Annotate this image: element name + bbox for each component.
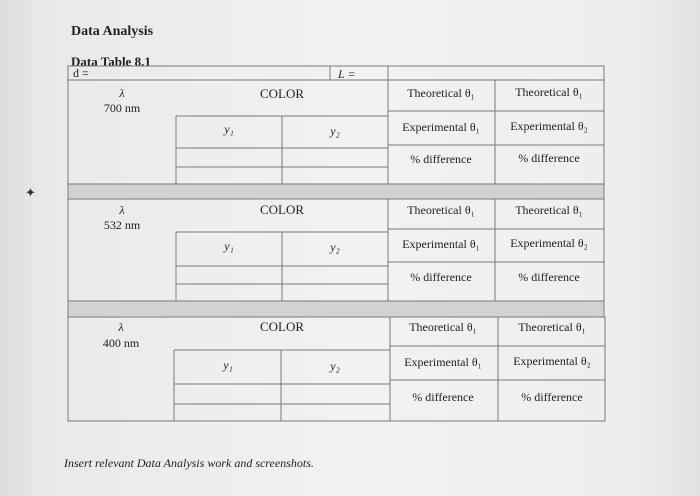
section-532nm (68, 199, 604, 301)
color-header: COLOR (259, 202, 305, 217)
color-header: COLOR (259, 319, 305, 334)
lambda-symbol: λ (119, 203, 125, 217)
percent-difference-label: % difference (412, 390, 474, 404)
percent-difference-label-2: % difference (518, 270, 580, 284)
section-400nm (68, 317, 605, 421)
table-header-row (68, 66, 604, 80)
y1-label: y₁ (224, 239, 234, 253)
theoretical-theta1-label-2: Theoretical θ₁ (515, 203, 583, 217)
experimental-theta1-label: Experimental θ₁ (402, 120, 480, 134)
experimental-theta2-label: Experimental θ₂ (510, 119, 588, 133)
section-separator (68, 184, 604, 199)
percent-difference-label: % difference (410, 270, 472, 284)
experimental-theta1-label: Experimental θ₁ (402, 237, 480, 251)
theoretical-theta1-label-2: Theoretical θ₁ (515, 85, 583, 99)
experimental-theta2-label: Experimental θ₂ (513, 354, 591, 368)
wavelength-label: 400 nm (102, 336, 140, 350)
section-700nm (68, 80, 604, 184)
L-label[interactable]: L = (338, 67, 356, 81)
y2-label: y₂ (330, 240, 340, 254)
experimental-theta1-label: Experimental θ₁ (404, 355, 482, 369)
section-separator (68, 301, 604, 317)
star-marker-icon: ✦ (25, 185, 36, 200)
percent-difference-label-2: % difference (518, 151, 580, 165)
y2-label: y₂ (330, 124, 340, 138)
theoretical-theta1-label-2: Theoretical θ₁ (518, 320, 586, 334)
y1-label: y₁ (224, 122, 234, 136)
color-header: COLOR (259, 86, 305, 101)
lambda-symbol: λ (119, 86, 125, 100)
theoretical-theta1-label: Theoretical θ₁ (407, 203, 475, 217)
wavelength-label: 532 nm (103, 218, 141, 232)
percent-difference-label-2: % difference (521, 390, 583, 404)
table-title: Data Table 8.1 (71, 54, 151, 69)
theoretical-theta1-label: Theoretical θ₁ (409, 320, 477, 334)
theoretical-theta1-label: Theoretical θ₁ (407, 86, 475, 100)
d-label[interactable]: d = (73, 66, 89, 80)
footer-note: Insert relevant Data Analysis work and screenshots. (64, 456, 314, 470)
lambda-symbol: λ (118, 320, 124, 334)
y1-label: y₁ (223, 358, 233, 372)
page-heading: Data Analysis (71, 24, 154, 39)
wavelength-label: 700 nm (103, 101, 141, 115)
y2-label: y₂ (330, 359, 340, 373)
percent-difference-label: % difference (410, 152, 472, 166)
experimental-theta2-label: Experimental θ₂ (510, 236, 588, 250)
